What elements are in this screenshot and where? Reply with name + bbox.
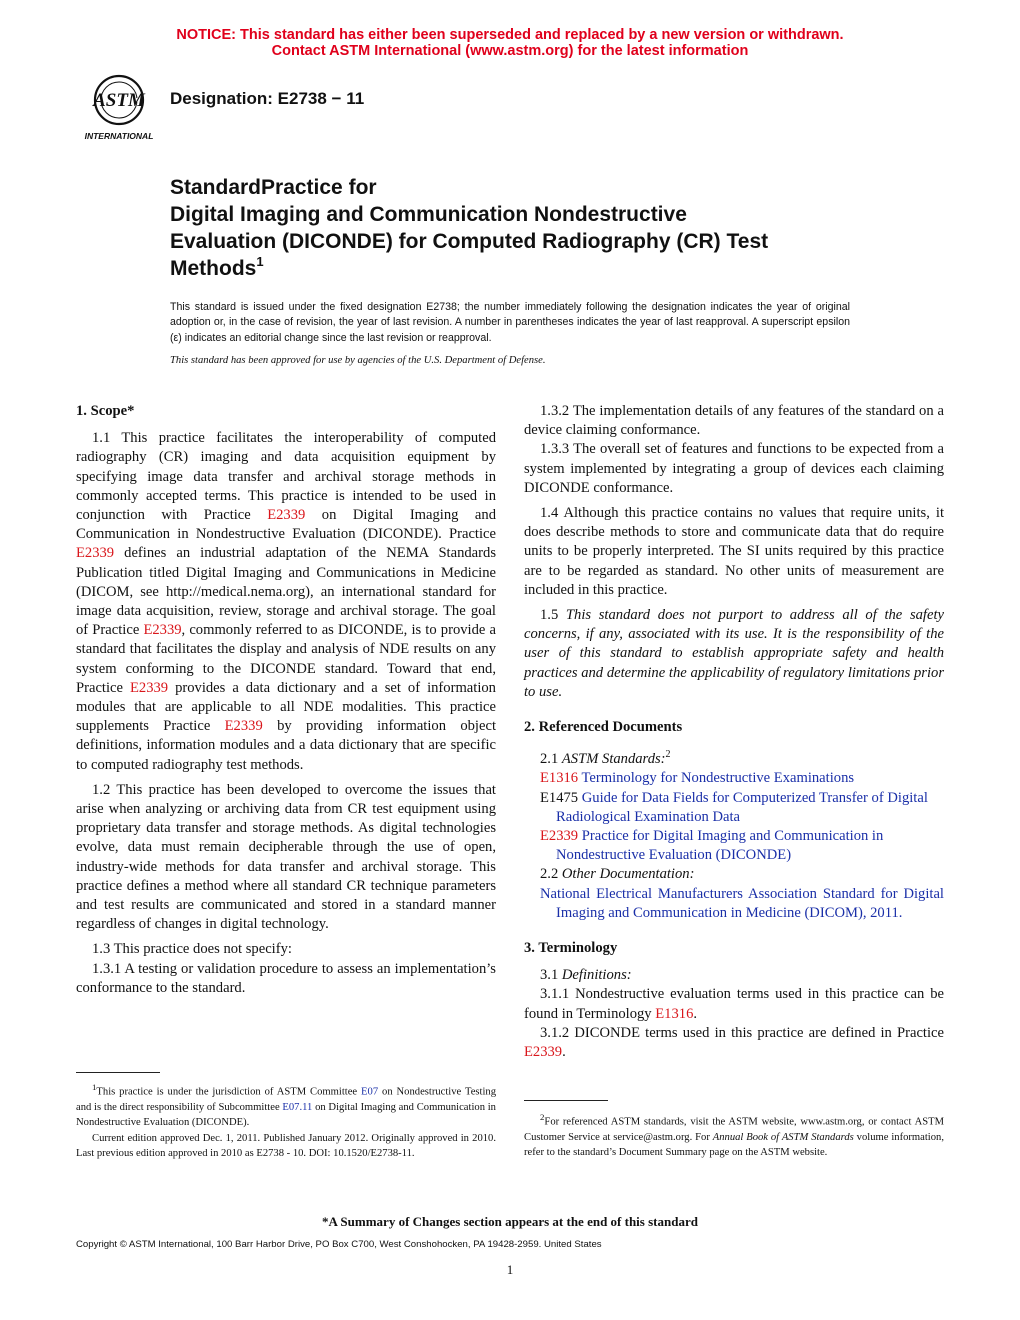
ref-e2339 — [524, 827, 944, 865]
title-line-4 — [170, 255, 890, 282]
para-1-3-3: 1.3.3 The overall set of features and functions to be expected from a system implemented by integrating a group of devices each claiming DICONDE conformance. — [524, 441, 944, 496]
ref-e1316-title-link[interactable]: Terminology for Nondestructive Examinations — [578, 770, 855, 787]
document-title — [170, 174, 890, 282]
para-1-3-2: 1.3.2 The implementation details of any features of the standard on a device claiming conformance. — [524, 403, 944, 439]
ref-e2339-link[interactable]: E2339 — [76, 545, 115, 562]
subcommittee-e0711-link[interactable]: E07.11 — [282, 1101, 313, 1113]
ref-e2339-code[interactable]: E2339 — [540, 827, 579, 844]
para-1-1: 1.1 This practice facilitates the interoperability of computed radiography (CR) imaging and data acquisition equipment by specifying image data transfer and archival storage methods in commonly accepted terms. This practice is intended to be used in conjunction with Practice E2339 on Digital Imaging and Communication in Nondestructive Evaluation (DICONDE). Practice E2339 defines an industrial adaptation of the NEMA Standards Publication titled Digital Imaging and Communications in Medicine (DICOM, see http://medical.nema.org), an international standard for image data acquisition, review, storage and archival storage. The goal of Practice E2339, commonly referred to as DICONDE, is to provide a standard that facilitates the display and analysis of NDE results on any system conforming to the DICONDE standard. Toward that end, Practice E2339 provides a data dictionary and a set of information modules that are applicable to all NDE modalities. This practice supplements Practice E2339 by providing information object definitions, information modules and a data dictionary that are specific to computed radiography test methods. — [76, 430, 496, 773]
preamble: This standard is issued under the fixed designation E2738; the number immediately following the designation indicates the year of original adoption or, in the case of revision, the year of last revision. A number in parentheses indicates the year of last reapproval. A superscript epsilon (ε) indicates an editorial change since the last revision or reapproval. — [170, 301, 850, 344]
ref-e2339-link[interactable]: E2339 — [129, 679, 169, 696]
ref-e1316 — [524, 769, 944, 788]
para-3-1-1: 3.1.1 Nondestructive evaluation terms used in this practice can be found in Terminology E1316. — [524, 986, 944, 1022]
para-1-5: 1.5 This standard does not purport to address all of the safety concerns, if any, associated with its use. It is the responsibility of the user of this standard to establish appropriate safety and health practices and determine the applicability of regulatory limitations prior to use. — [524, 607, 944, 700]
para-2-1: 2.1 ASTM Standards:$^2$ — [540, 749, 671, 768]
para-1-2: 1.2 This practice has been developed to overcome the issues that arise when analyzing or archiving data from CR test equipment using proprietary data transfer and storage methods. As digital technologies evolve, data must remain decipherable through the use of open, industry-wide methods for data transfer and archival storage. This practice defines a method where all standard CR technique parameters and test results are communicated and stored in a standard manner regardless of changes in digital technology. — [76, 781, 496, 933]
title-line-1: StandardPractice for — [170, 176, 377, 199]
footnote-1-text: $^1$This practice is under the jurisdiction of ASTM Committee E07 on Nondestructive Testing and is the direct responsibility of Subcommittee E07.11 on Digital Imaging and Communication in Nondestructive Evaluation (DICONDE). — [76, 1082, 496, 1129]
left-column — [76, 402, 496, 1004]
footnote-rule-right — [524, 1100, 608, 1101]
para-1-3-1: 1.3.1 A testing or validation procedure to assess an implementation’s conformance to the standard. — [76, 960, 496, 996]
summary-note: *A Summary of Changes section appears at the end of this standard — [322, 1214, 698, 1229]
logo-text: ASTM — [93, 90, 145, 111]
copyright: Copyright © ASTM International, 100 Barr Harbor Drive, PO Box C700, West Conshohocken, PA 19428-2959. United States — [76, 1239, 602, 1250]
title-footnote-mark: 1 — [256, 254, 264, 269]
right-column — [524, 402, 944, 1068]
ref-e1316-link[interactable]: E1316 — [655, 1005, 694, 1022]
logo-subtext: INTERNATIONAL — [84, 131, 154, 141]
footnote-2-text: $^2$For referenced ASTM standards, visit the ASTM website, www.astm.org, or contact ASTM Customer Service at service@astm.org. For Annual Book of ASTM Standards volume information, refer to the standard’s Document Summary page on the ASTM website. — [524, 1112, 944, 1159]
footnote-1-edition: Current edition approved Dec. 1, 2011. Published January 2012. Originally approved in 2010. Last previous edition approved in 2010 as E2738 - 10. DOI: 10.1520/E2738-11. — [76, 1132, 496, 1160]
ref-e2339-link[interactable]: E2339 — [143, 622, 182, 639]
ref-e2339-link[interactable]: E2339 — [524, 1043, 563, 1060]
page-number: 1 — [506, 1262, 514, 1277]
dod-note: This standard has been approved for use by agencies of the U.S. Department of Defense. — [170, 355, 546, 366]
notice-line-2: Contact ASTM International (www.astm.org) for the latest information — [271, 43, 749, 59]
ref-e1475 — [524, 789, 944, 827]
ref-e2339-link[interactable]: E2339 — [267, 507, 306, 524]
ref-e1475-code: E1475 — [540, 789, 579, 806]
referenced-documents-heading: 2. Referenced Documents — [524, 719, 683, 736]
ref-dicom — [524, 885, 944, 923]
title-methods: Methods — [170, 257, 257, 280]
footnote-2 — [524, 1110, 944, 1161]
ref-e2339-link[interactable]: E2339 — [224, 718, 263, 735]
para-3-1: 3.1 Definitions: — [540, 967, 632, 984]
terminology-heading: 3. Terminology — [524, 939, 618, 956]
ref-e2339-title-link[interactable]: Practice for Digital Imaging and Communication in Nondestructive Evaluation (DICONDE) — [556, 827, 884, 864]
designation: Designation: E2738 − 11 — [170, 89, 365, 108]
scope-heading: 1. Scope* — [76, 403, 135, 419]
para-2-2: 2.2 Other Documentation: — [540, 866, 695, 883]
footnote-1 — [76, 1080, 496, 1162]
committee-e07-link[interactable]: E07 — [361, 1086, 379, 1098]
title-line-2: Digital Imaging and Communication Nondestructive — [170, 203, 687, 226]
title-line-3: Evaluation (DICONDE) for Computed Radiography (CR) Test — [170, 230, 769, 253]
para-1-3: 1.3 This practice does not specify: — [92, 941, 292, 958]
para-1-4: 1.4 Although this practice contains no values that require units, it does describe methods to store and communicate data that do require units to be properly interpreted. The SI units required by this practice are to be regarded as standard. No other units of measurement are included in this practice. — [524, 505, 944, 598]
para-3-1-2: 3.1.2 DICONDE terms used in this practice are defined in Practice E2339. — [524, 1024, 944, 1060]
footnote-rule-left — [76, 1072, 160, 1073]
ref-e1475-title-link[interactable]: Guide for Data Fields for Computerized Transfer of Digital Radiological Examination Data — [556, 789, 928, 825]
astm-logo — [76, 72, 162, 142]
astm-logo-mark — [76, 72, 162, 142]
notice-line-1: NOTICE: This standard has either been superseded and replaced by a new version or withdrawn. — [176, 27, 844, 43]
ref-dicom-link[interactable]: National Electrical Manufacturers Association Standard for Digital Imaging and Communication in Medicine (DICOM), 2011. — [540, 885, 944, 921]
ref-e1316-code[interactable]: E1316 — [540, 770, 579, 787]
